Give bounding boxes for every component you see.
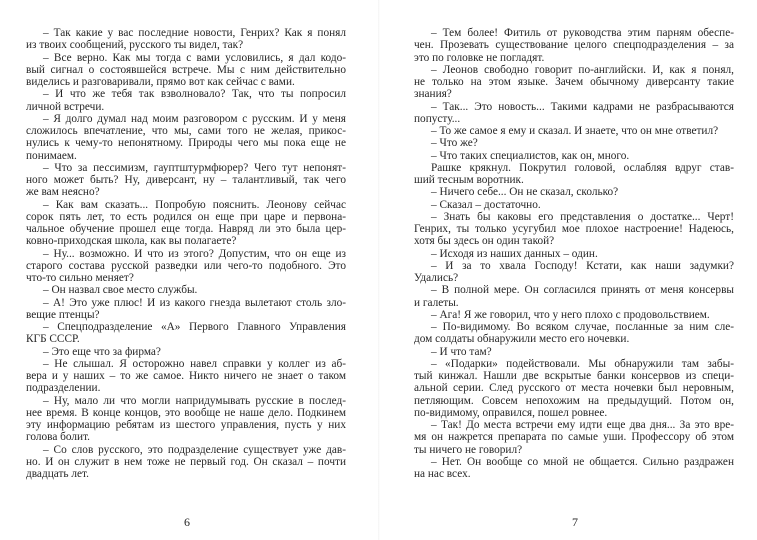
text-line: чальное обучение прошел еще тогда. Навряд ли это была цер- bbox=[26, 223, 346, 235]
text-line: альной серии. След русского от места ночевки был неровным, bbox=[414, 382, 734, 395]
text-line: не только на этом языке. Зачем обычному диверсанту такие bbox=[414, 76, 734, 88]
text-line: виделись и разговаривали, прямо вот как сейчас с вами. bbox=[26, 76, 295, 88]
text-line: вый сигнал о состоявшейся встрече. Мы с ним действительно bbox=[26, 63, 346, 76]
text-line: – Ничего себе... Он не сказал, сколько? bbox=[431, 186, 619, 199]
text-line: личной встречи. bbox=[26, 100, 105, 113]
text-line: – «Подарки» подействовали. Мы обнаружили там забы- bbox=[431, 357, 734, 370]
text-line: – Он назвал свое место службы. bbox=[43, 284, 198, 297]
paragraph bbox=[414, 150, 734, 162]
text-line: и галеты. bbox=[414, 296, 459, 309]
paragraph bbox=[414, 101, 734, 126]
text-line: – В полной мере. Он согласился принять от меня консервы bbox=[431, 284, 734, 297]
paragraph bbox=[414, 321, 734, 346]
text-line: – И что там? bbox=[431, 345, 492, 358]
paragraph bbox=[26, 113, 346, 162]
page-number-left: 6 bbox=[184, 515, 190, 529]
text-line: нее время. В конце концов, это вообще не наше дело. Подкинем bbox=[26, 406, 346, 419]
text-line: дом солдаты обнаружили место его ночевки. bbox=[414, 333, 630, 346]
paragraph bbox=[26, 248, 346, 285]
paragraph bbox=[414, 27, 734, 64]
text-line: вера и у наших – то же самое. Никто ничего не знает о таком bbox=[26, 370, 346, 382]
paragraph bbox=[26, 346, 346, 358]
text-line: хотя бы здесь он один такой? bbox=[414, 235, 555, 248]
text-line: голова болит. bbox=[26, 431, 91, 444]
text-line: ного может быть? Ну, диверсант, ну – талантливый, так чего bbox=[26, 174, 346, 186]
text-line: – Это еще что за фирма? bbox=[43, 345, 161, 358]
paragraph bbox=[26, 162, 346, 199]
paragraph bbox=[414, 346, 734, 358]
text-line: – Нет. Он вообще со мной не общается. Сильно раздражен bbox=[431, 455, 734, 468]
paragraph bbox=[414, 309, 734, 321]
text-line: сорок пять лет, то есть родился он еще при царе и первона- bbox=[26, 210, 346, 223]
paragraph bbox=[26, 297, 346, 322]
paragraph bbox=[414, 125, 734, 137]
text-line: – Я долго думал над моим разговором с русским. И у меня bbox=[43, 112, 346, 125]
paragraph bbox=[26, 284, 346, 296]
paragraph bbox=[414, 284, 734, 309]
text-line: ты ничего не говорил? bbox=[414, 443, 523, 456]
text-line: по-видимому, оправился, пошел ровнее. bbox=[414, 406, 608, 419]
text-line: ший тесным воротник. bbox=[414, 174, 524, 186]
text-line: петляющим. Совсем непохожим на предыдущий. Потом он, bbox=[414, 394, 734, 407]
text-line: – Что же? bbox=[431, 137, 478, 150]
paragraph bbox=[414, 419, 734, 456]
paragraph bbox=[414, 358, 734, 419]
text-line: – Леонов свободно говорит по-английски. И, как я понял, bbox=[431, 63, 734, 76]
page-number-right: 7 bbox=[572, 515, 578, 529]
text-line: – Исходя из наших данных – один. bbox=[431, 247, 598, 260]
right-page-text bbox=[414, 27, 734, 480]
text-line: понимаем. bbox=[26, 149, 77, 162]
text-line: мя он нажрется препарата по самые уши. Профессору об этом bbox=[414, 431, 734, 444]
text-line: – Ну... возможно. И что из этого? Допустим, что он еще из bbox=[43, 247, 346, 260]
text-line: тый кинжал. Нашли две вскрытые банки консервов из специ- bbox=[414, 370, 734, 382]
text-line: – Ну, мало ли что могли напридумывать русские в послед- bbox=[43, 394, 346, 407]
paragraph bbox=[414, 260, 734, 285]
paragraph bbox=[414, 64, 734, 101]
paragraph bbox=[26, 88, 346, 113]
paragraph bbox=[414, 456, 734, 481]
book-fold bbox=[378, 0, 380, 540]
text-line: но. И он служит в нем тоже не первый год. Он сказал – почти bbox=[26, 455, 346, 468]
text-line: на нас всех. bbox=[414, 468, 471, 480]
text-line: – Знать бы каковы его представления о достатке... Черт! bbox=[431, 210, 734, 223]
text-line: сложилось впечатление, что мы, сами того не желая, прикос- bbox=[26, 125, 346, 137]
paragraph bbox=[414, 199, 734, 211]
text-line: – По-видимому. Во всяком случае, посланные за ним сле- bbox=[431, 321, 734, 333]
text-line: двадцать лет. bbox=[26, 468, 89, 480]
text-line: знания? bbox=[414, 88, 452, 101]
text-line: же вам неясно? bbox=[26, 186, 100, 199]
paragraph bbox=[414, 137, 734, 149]
text-line: – Ага! Я же говорил, что у него плохо с продовольствием. bbox=[431, 308, 710, 321]
text-line: КГБ СССР. bbox=[26, 333, 80, 346]
text-line: Генрих, ты только усугубил мое плохое настроение! Надеюсь, bbox=[414, 223, 734, 235]
text-line: Рашке крякнул. Покрутил головой, ослабляя вдруг став- bbox=[431, 161, 734, 174]
text-line: ковно-приходская школа, как вы полагаете? bbox=[26, 235, 237, 248]
text-line: – Так какие у вас последние новости, Генрих? Как я понял bbox=[43, 27, 346, 39]
paragraph bbox=[26, 199, 346, 248]
text-line: чен. Прозевать существование целого спецподразделения – за bbox=[414, 39, 734, 52]
paragraph bbox=[26, 395, 346, 444]
paragraph bbox=[414, 162, 734, 187]
text-line: – Тем более! Фитиль от руководства этим парням обеспе- bbox=[431, 27, 734, 39]
text-line: – Со слов русского, это подразделение существует уже дав- bbox=[43, 443, 346, 456]
text-line: – Не слышал. Я осторожно навел справки у коллег из аб- bbox=[43, 357, 346, 370]
text-line: – Так! До места встречи ему идти еще два дня... За это вре- bbox=[431, 419, 734, 431]
left-page-text bbox=[26, 27, 346, 480]
text-line: что-то сильно меняет? bbox=[26, 272, 134, 284]
text-line: – Все верно. Как мы тогда с вами условились, я дал кодо- bbox=[43, 51, 346, 64]
text-line: вещие птенцы? bbox=[26, 308, 100, 321]
paragraph bbox=[26, 27, 346, 52]
text-line: – И за то хвала Господу! Кстати, как наши задумки? bbox=[431, 259, 734, 272]
text-line: – Спецподразделение «А» Первого Главного Управления bbox=[43, 321, 346, 333]
text-line: – То же самое я ему и сказал. И знаете, что он мне ответил? bbox=[431, 125, 719, 137]
paragraph bbox=[26, 52, 346, 89]
paragraph bbox=[26, 358, 346, 395]
text-line: Удались? bbox=[414, 272, 459, 284]
paragraph bbox=[26, 444, 346, 481]
text-line: это по головке не погладят. bbox=[414, 51, 545, 64]
text-line: – Как вам сказать... Попробую пояснить. Леонову сейчас bbox=[43, 198, 346, 211]
text-line: – Так... Это новость... Такими кадрами не разбрасываются bbox=[431, 100, 734, 113]
text-line: – Сказал – достаточно. bbox=[431, 198, 541, 211]
text-line: подразделении. bbox=[26, 382, 101, 395]
paragraph bbox=[414, 186, 734, 198]
text-line: – Что таких специалистов, как он, много. bbox=[431, 149, 630, 162]
text-line: – Что за пессимизм, гауптштурмфюрер? Чего тут непонят- bbox=[43, 161, 346, 174]
text-line: из твоих сообщений, русского ты видел, так? bbox=[26, 39, 244, 52]
paragraph bbox=[414, 248, 734, 260]
text-line: – А! Это уже плюс! И из какого гнезда вылетают столь зло- bbox=[43, 296, 346, 309]
text-line: старого состава русской разведки или чего-то подобного. Это bbox=[26, 259, 346, 272]
paragraph bbox=[26, 321, 346, 346]
text-line: попусту... bbox=[414, 112, 461, 125]
text-line: нулись к чему-то непонятному. Природы чего мы пока еще не bbox=[26, 137, 346, 150]
text-line: эту информацию ребятам из шестого управления, пусть у них bbox=[26, 419, 346, 431]
text-line: – И что же тебя так взволновало? Так, что ты попросил bbox=[43, 88, 346, 101]
paragraph bbox=[414, 211, 734, 248]
